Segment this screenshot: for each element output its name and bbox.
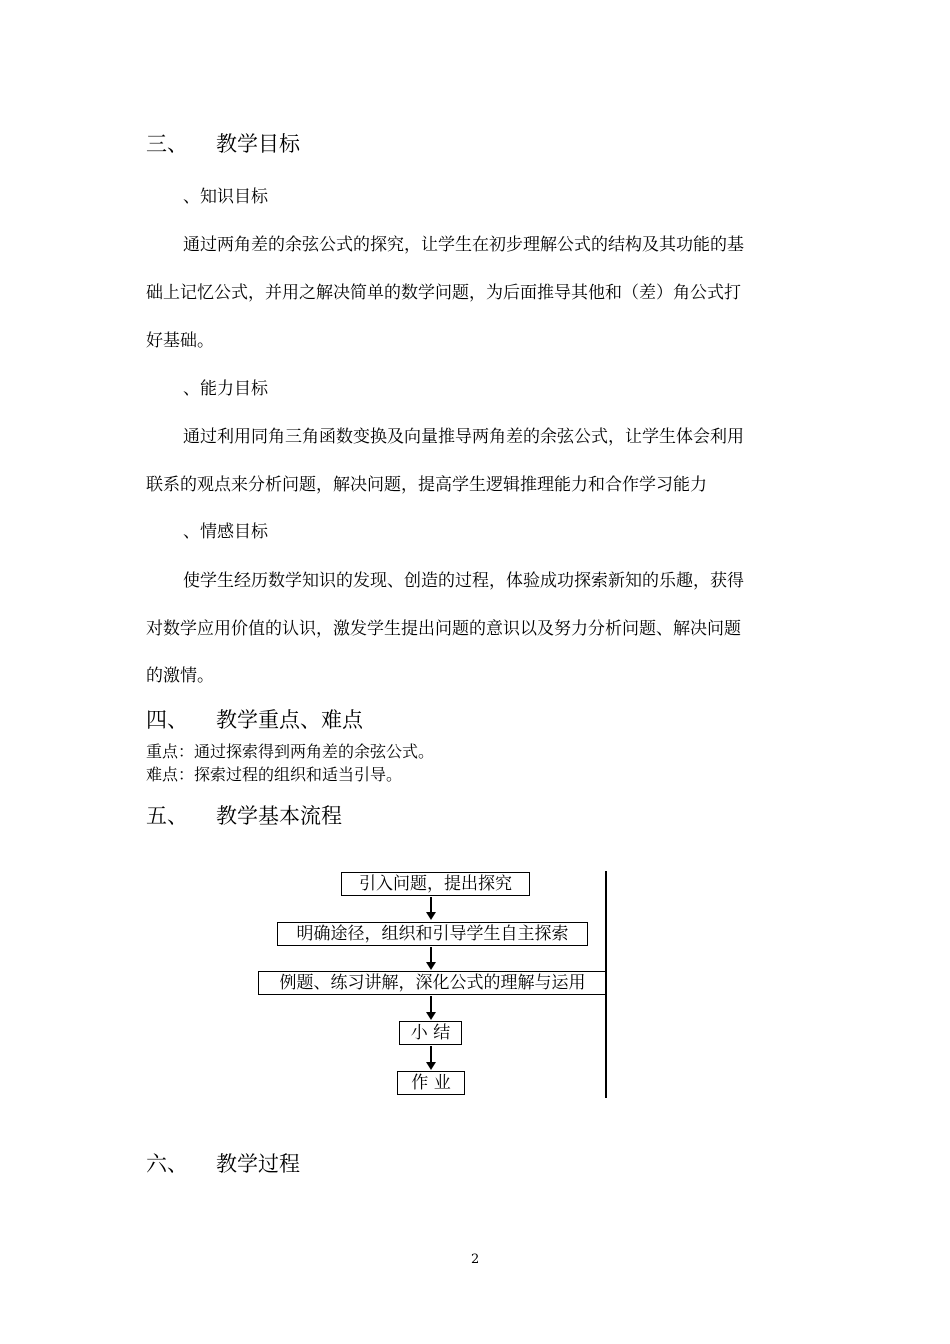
section-number: 三、	[146, 132, 188, 156]
flow-step-2: 明确途径，组织和引导学生自主探索	[277, 922, 588, 946]
page-number: 2	[471, 1252, 480, 1267]
paragraph-line: 好基础。	[146, 331, 214, 351]
flow-arrow-line	[430, 996, 432, 1012]
section-number: 六、	[146, 1152, 188, 1176]
key-point: 重点：通过探索得到两角差的余弦公式。	[146, 742, 435, 761]
flow-arrow-line	[430, 897, 432, 912]
paragraph-line: 通过利用同角三角函数变换及向量推导两角差的余弦公式，让学生体会利用	[183, 427, 744, 447]
flow-step-1: 引入问题，提出探究	[341, 872, 530, 896]
ability-goal-heading: 、能力目标	[183, 379, 268, 399]
paragraph-line: 联系的观点来分析问题，解决问题，提高学生逻辑推理能力和合作学习能力	[146, 475, 707, 495]
flow-arrow-line	[430, 1046, 432, 1062]
section-title: 教学基本流程	[216, 804, 342, 828]
flow-step-5: 作 业	[397, 1071, 465, 1095]
flow-step-3: 例题、练习讲解，深化公式的理解与运用	[258, 971, 607, 995]
paragraph-line: 通过两角差的余弦公式的探究，让学生在初步理解公式的结构及其功能的基	[183, 235, 744, 255]
flow-arrow-head	[426, 1062, 436, 1070]
section-number: 五、	[146, 804, 188, 828]
flow-arrow-head	[426, 1012, 436, 1020]
flow-arrow-head	[426, 912, 436, 920]
section-title: 教学过程	[216, 1152, 300, 1176]
flow-step-4: 小 结	[399, 1021, 462, 1045]
flow-arrow-head	[426, 962, 436, 970]
flow-side-line	[605, 871, 607, 1098]
emotion-goal-heading: 、情感目标	[183, 522, 268, 542]
section-title: 教学重点、难点	[216, 708, 363, 732]
flow-arrow-line	[430, 947, 432, 962]
section-number: 四、	[146, 708, 188, 732]
section-title: 教学目标	[216, 132, 300, 156]
difficult-point: 难点：探索过程的组织和适当引导。	[146, 765, 403, 784]
paragraph-line: 对数学应用价值的认识，激发学生提出问题的意识以及努力分析问题、解决问题	[146, 619, 741, 639]
paragraph-line: 础上记忆公式，并用之解决简单的数学问题，为后面推导其他和（差）角公式打	[146, 283, 741, 303]
paragraph-line: 使学生经历数学知识的发现、创造的过程，体验成功探索新知的乐趣，获得	[183, 571, 744, 591]
paragraph-line: 的激情。	[146, 666, 214, 686]
knowledge-goal-heading: 、知识目标	[183, 187, 268, 207]
